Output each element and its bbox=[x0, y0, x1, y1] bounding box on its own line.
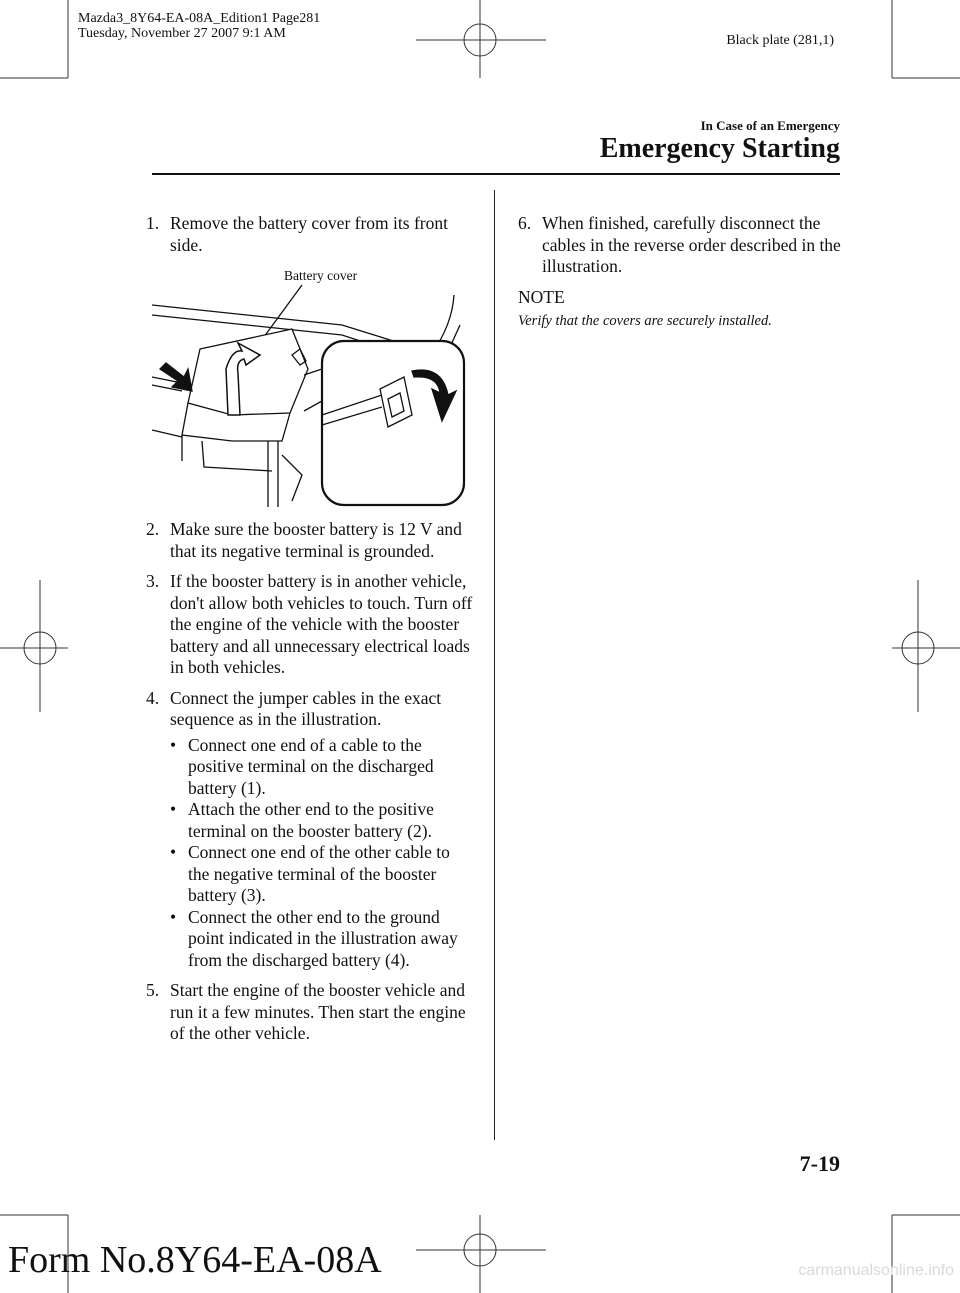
print-file-line: Mazda3_8Y64-EA-08A_Edition1 Page281 bbox=[78, 11, 321, 26]
left-column bbox=[146, 213, 474, 1054]
print-date-line: Tuesday, November 27 2007 9:1 AM bbox=[78, 26, 286, 41]
step-text: Start the engine of the booster vehicle and run it a few minutes. Then start the engine of the other vehicle. bbox=[170, 980, 466, 1043]
step-3 bbox=[146, 571, 474, 679]
section-kicker: In Case of an Emergency bbox=[700, 118, 840, 133]
form-number: Form No.8Y64-EA-08A bbox=[8, 1239, 382, 1281]
step-text: Make sure the booster battery is 12 V and that its negative terminal is grounded. bbox=[170, 519, 462, 561]
step-text: When finished, carefully disconnect the cables in the reverse order described in the illustration. bbox=[542, 213, 841, 276]
step-number: 6. bbox=[518, 213, 532, 233]
step-6 bbox=[518, 213, 844, 278]
figure-caption: Battery cover bbox=[284, 268, 358, 283]
bullet-icon: • bbox=[170, 906, 177, 927]
list-item: • Connect one end of the other cable to the negative terminal of the booster battery (3). bbox=[170, 842, 450, 905]
note-title: NOTE bbox=[518, 286, 565, 307]
step-number: 2. bbox=[146, 519, 160, 539]
step-number: 1. bbox=[146, 213, 160, 233]
bullet-icon: • bbox=[170, 734, 177, 755]
step-4 bbox=[146, 688, 474, 972]
watermark: carmanualsonline.info bbox=[798, 1262, 954, 1279]
bullet-icon: • bbox=[170, 842, 177, 862]
note-text: Verify that the covers are securely installed. bbox=[518, 313, 772, 329]
list-item: • Attach the other end to the positive terminal on the booster battery (2). bbox=[170, 799, 434, 841]
bullet-icon: • bbox=[170, 799, 177, 819]
step-number: 4. bbox=[146, 687, 160, 708]
step-text: If the booster battery is in another vehicle, don't allow both vehicles to touch. Turn off the engine of the vehicle with the booster battery and all unnecessary electrical loads in both vehicles. bbox=[170, 571, 473, 677]
step-text: Remove the battery cover from its front side. bbox=[170, 213, 448, 255]
step-text: Connect the jumper cables in the exact sequence as in the illustration. bbox=[170, 687, 442, 729]
right-column bbox=[518, 213, 844, 330]
step-number: 3. bbox=[146, 571, 160, 591]
header-rule bbox=[152, 173, 840, 175]
battery-cover-illustration bbox=[142, 265, 470, 507]
column-divider bbox=[494, 190, 495, 1140]
battery-cover-figure bbox=[146, 265, 474, 507]
step-5 bbox=[146, 980, 474, 1045]
step-1 bbox=[146, 213, 474, 256]
step-number: 5. bbox=[146, 980, 160, 1000]
step-2 bbox=[146, 519, 474, 562]
page-title: Emergency Starting bbox=[599, 133, 840, 164]
list-item: • Connect the other end to the ground point indicated in the illustration away from the discharged battery (4). bbox=[170, 906, 458, 970]
plate-label: Black plate (281,1) bbox=[726, 33, 834, 48]
page-number: 7-19 bbox=[799, 1151, 840, 1176]
list-item: • Connect one end of a cable to the positive terminal on the discharged battery (1). bbox=[170, 734, 434, 798]
step-4-bullets bbox=[170, 735, 474, 972]
